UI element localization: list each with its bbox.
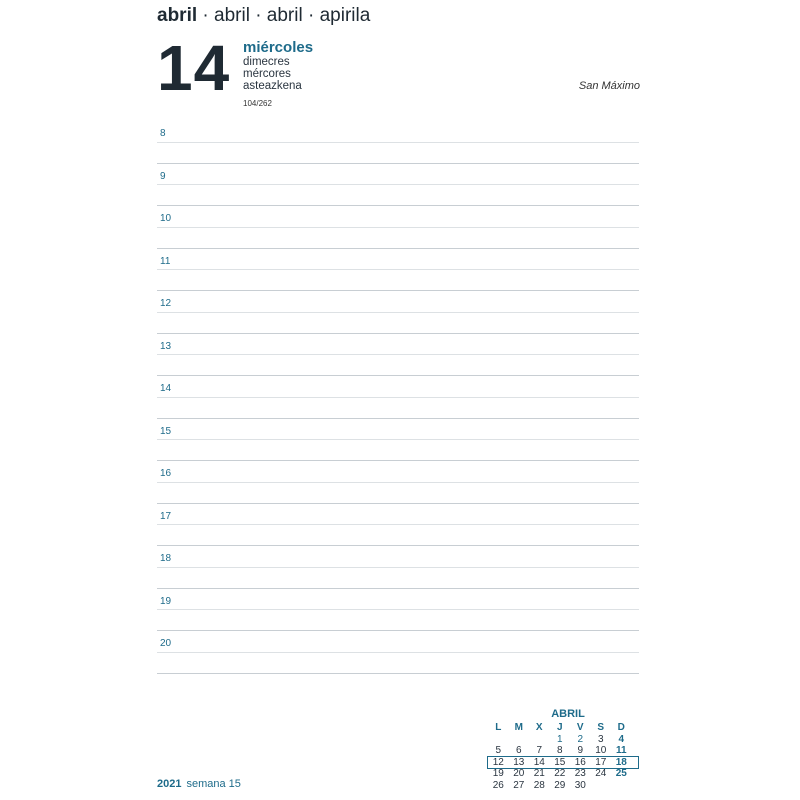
footer-year: 2021 — [157, 778, 182, 790]
mini-calendar-week — [488, 768, 638, 780]
mini-calendar-weekdays — [488, 722, 638, 734]
weekday-name: miércoles — [243, 39, 314, 56]
mini-calendar-day[interactable]: 23 — [574, 768, 586, 779]
mini-calendar-weekday: X — [535, 722, 543, 733]
mini-calendar-day[interactable]: 12 — [492, 756, 504, 768]
mini-calendar-day[interactable]: 3 — [597, 733, 604, 745]
weekday-name-translation: asteazkena — [243, 80, 302, 92]
mini-calendar-title: ABRIL — [551, 708, 585, 720]
hour-row[interactable] — [157, 334, 639, 377]
month-name: abril — [157, 5, 198, 26]
weekday-name-translation: dimecres — [243, 56, 290, 68]
mini-calendar-day[interactable] — [591, 780, 612, 792]
mini-calendar-day[interactable]: 26 — [492, 779, 504, 791]
mini-calendar-day[interactable]: 18 — [615, 756, 627, 768]
hour-label: 17 — [160, 510, 172, 522]
mini-calendar-day[interactable]: 19 — [492, 768, 504, 779]
mini-calendar-weekday: L — [495, 722, 502, 733]
hour-row[interactable] — [157, 249, 639, 292]
hour-row[interactable] — [157, 631, 639, 674]
hour-row[interactable] — [157, 291, 639, 334]
hour-row[interactable] — [157, 504, 639, 547]
mini-calendar-day[interactable]: 15 — [554, 756, 566, 768]
hour-label: 11 — [160, 255, 171, 267]
hour-label: 14 — [160, 383, 172, 394]
mini-calendar-day[interactable]: 13 — [513, 756, 525, 768]
mini-calendar-day[interactable]: 10 — [595, 745, 607, 756]
mini-calendar-current-week — [488, 757, 638, 769]
mini-calendar-day[interactable] — [611, 780, 632, 792]
mini-calendar-day[interactable]: 25 — [615, 768, 627, 779]
mini-calendar-day[interactable]: 17 — [595, 756, 607, 768]
day-counter: 104/262 — [243, 99, 272, 108]
mini-calendar-weekday: V — [576, 722, 584, 733]
mini-calendar-day[interactable]: 29 — [554, 779, 566, 791]
mini-calendar-day[interactable] — [488, 734, 509, 746]
mini-calendar-weekday: J — [556, 722, 563, 733]
mini-calendar-weekday: M — [514, 722, 523, 733]
mini-calendar-day[interactable]: 22 — [554, 768, 566, 779]
mini-calendar-day[interactable]: 7 — [536, 745, 543, 756]
hour-label: 8 — [160, 128, 166, 139]
hour-label: 12 — [160, 298, 172, 309]
hour-label: 18 — [160, 553, 172, 564]
mini-calendar-day[interactable]: 16 — [574, 756, 586, 768]
hour-label: 13 — [160, 340, 172, 352]
mini-calendar-week — [488, 780, 638, 792]
mini-calendar-day[interactable]: 1 — [556, 733, 563, 745]
mini-calendar-day[interactable]: 30 — [574, 779, 586, 791]
footer-week: semana 15 — [186, 778, 241, 790]
hour-row[interactable] — [157, 121, 639, 164]
day-number: 14 — [157, 32, 231, 104]
hour-label: 10 — [160, 213, 172, 224]
footer — [157, 778, 241, 790]
mini-calendar-day[interactable]: 5 — [495, 745, 502, 756]
mini-calendar-day[interactable]: 11 — [615, 745, 627, 756]
hour-label: 9 — [160, 170, 166, 182]
mini-calendar-day[interactable] — [529, 734, 550, 746]
mini-calendar-day[interactable]: 9 — [577, 745, 584, 756]
mini-calendar — [488, 708, 638, 791]
hour-row[interactable] — [157, 461, 639, 504]
hour-schedule — [157, 121, 639, 674]
mini-calendar-day[interactable]: 14 — [533, 756, 545, 768]
hour-row[interactable] — [157, 206, 639, 249]
saint-of-day: San Máximo — [578, 80, 640, 92]
hour-label: 15 — [160, 425, 172, 437]
mini-calendar-day[interactable]: 2 — [577, 733, 584, 745]
hour-row[interactable] — [157, 164, 639, 207]
weekday-name-translation: mércores — [243, 68, 291, 80]
mini-calendar-weekday: S — [597, 722, 605, 733]
hour-label: 19 — [160, 595, 172, 607]
mini-calendar-day[interactable]: 6 — [515, 745, 522, 756]
hour-row[interactable] — [157, 376, 639, 419]
mini-calendar-day[interactable]: 8 — [556, 745, 563, 756]
mini-calendar-day[interactable]: 27 — [513, 779, 525, 791]
hour-label: 16 — [160, 468, 172, 479]
mini-calendar-day[interactable]: 20 — [513, 768, 525, 779]
month-name-translations: · abril · abril · apirila — [197, 5, 371, 26]
mini-calendar-week — [488, 734, 638, 746]
hour-row[interactable] — [157, 546, 639, 589]
mini-calendar-weekday: D — [617, 722, 625, 733]
mini-calendar-day[interactable]: 24 — [595, 768, 607, 779]
mini-calendar-day[interactable] — [509, 734, 530, 746]
mini-calendar-week — [488, 745, 638, 757]
hour-row[interactable] — [157, 419, 639, 462]
hour-label: 20 — [160, 638, 172, 649]
hour-row[interactable] — [157, 589, 639, 632]
mini-calendar-day[interactable]: 4 — [618, 733, 625, 745]
month-header — [157, 5, 370, 27]
mini-calendar-day[interactable]: 28 — [533, 779, 545, 791]
day-names — [243, 40, 313, 92]
mini-calendar-day[interactable]: 21 — [533, 768, 545, 779]
